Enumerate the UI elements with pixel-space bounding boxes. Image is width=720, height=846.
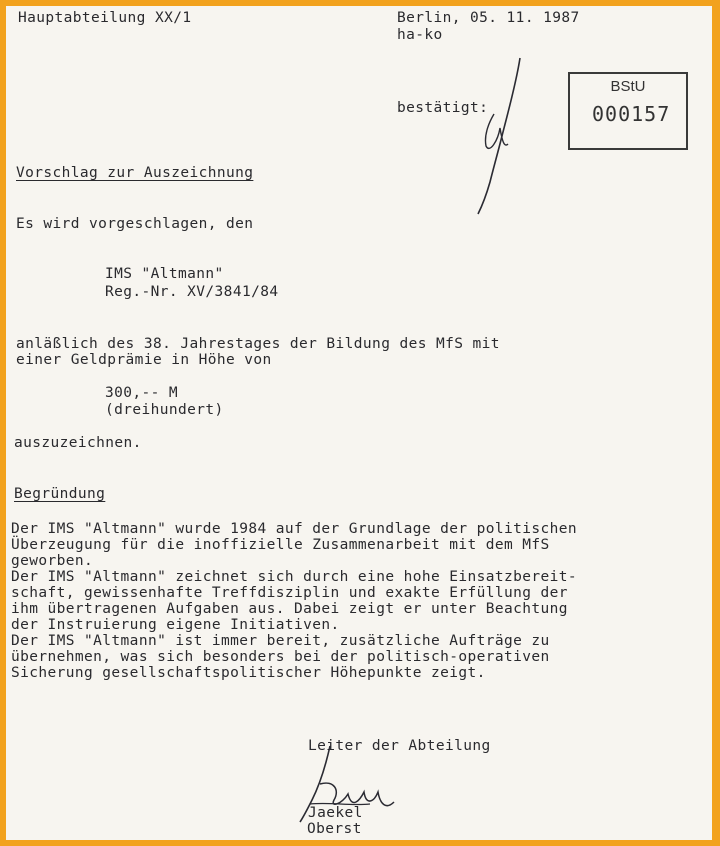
- closing-verb: auszuzeichnen.: [14, 435, 142, 451]
- approval-signature: [472, 54, 532, 224]
- signatory-rank: Oberst: [307, 821, 362, 837]
- signature-role: Leiter der Abteilung: [308, 738, 491, 754]
- place-date: Berlin, 05. 11. 1987: [397, 10, 580, 26]
- department-line: Hauptabteilung XX/1: [18, 10, 192, 26]
- reason-line: übernehmen, was sich besonders bei der politisch-operativen: [11, 649, 550, 665]
- reason-line: Sicherung gesellschaftspolitischer Höhepunkte zeigt.: [11, 665, 486, 681]
- initials: ha-ko: [397, 27, 443, 43]
- occasion-line-2: einer Geldprämie in Höhe von: [16, 352, 272, 368]
- stamp-number: 000157: [592, 102, 671, 126]
- stamp-label: BStU: [610, 78, 646, 95]
- document-title: Vorschlag zur Auszeichnung: [16, 165, 254, 181]
- document-page: [6, 6, 712, 840]
- amount-value: 300,-- M: [105, 385, 179, 401]
- amount-words: (dreihundert): [105, 402, 224, 418]
- reason-line: schaft, gewissenhafte Treffdisziplin und exakte Erfüllung der: [11, 585, 568, 601]
- person-name: IMS "Altmann": [105, 266, 224, 282]
- confirmed-label: bestätigt:: [397, 100, 489, 116]
- reason-line: geworben.: [11, 553, 94, 569]
- reason-line: Der IMS "Altmann" wurde 1984 auf der Grundlage der politischen: [11, 521, 578, 537]
- reason-heading: Begründung: [14, 486, 106, 502]
- reason-line: der Instruierung eigene Initiativen.: [11, 617, 340, 633]
- occasion-line-1: anläßlich des 38. Jahrestages der Bildung des MfS mit: [16, 336, 500, 352]
- reason-line: Der IMS "Altmann" zeichnet sich durch eine hohe Einsatzbereit-: [11, 569, 578, 585]
- registration-number: Reg.-Nr. XV/3841/84: [105, 284, 279, 300]
- archive-stamp: [568, 72, 688, 150]
- reason-line: Der IMS "Altmann" ist immer bereit, zusätzliche Aufträge zu: [11, 633, 550, 649]
- reason-line: Überzeugung für die inoffizielle Zusammenarbeit mit dem MfS: [11, 537, 550, 553]
- signatory-name: Jaekel: [308, 805, 363, 821]
- reason-line: ihm übertragenen Aufgaben aus. Dabei zeigt er unter Beachtung: [11, 601, 568, 617]
- intro-text: Es wird vorgeschlagen, den: [16, 216, 254, 232]
